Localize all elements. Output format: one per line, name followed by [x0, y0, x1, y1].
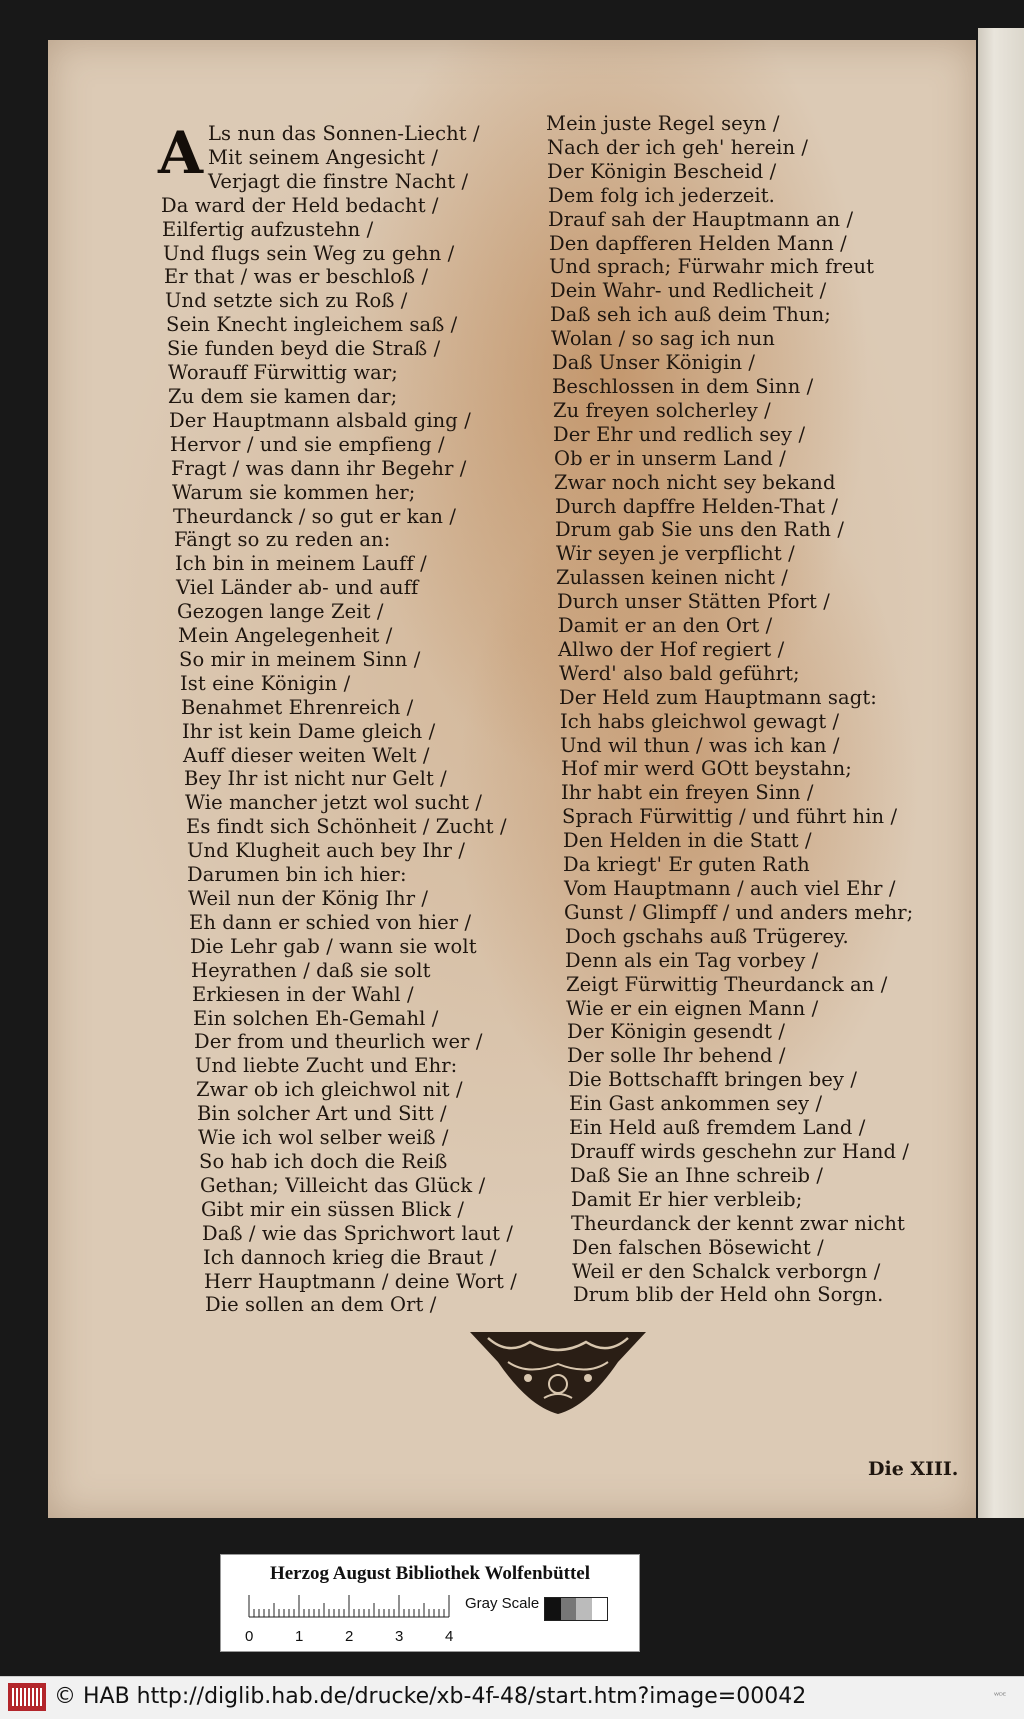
verse-line: Zulassen keinen nicht / — [556, 566, 788, 590]
ruler-number: 4 — [445, 1628, 454, 1645]
verse-line: Er that / was er beschloß / — [164, 265, 429, 289]
verse-line: So mir in meinem Sinn / — [179, 647, 421, 671]
verse-line: Und liebte Zucht und Ehr: — [195, 1054, 458, 1078]
verse-line: Zwar ob ich gleichwol nit / — [196, 1078, 463, 1102]
verse-line: Die Lehr gab / wann sie wolt — [190, 934, 477, 958]
verse-line: Sein Knecht ingleichem saß / — [166, 313, 458, 337]
verse-line: Auff dieser weiten Welt / — [183, 743, 430, 767]
verse-line: Der Hauptmann alsbald ging / — [169, 408, 471, 432]
verse-line: Allwo der Hof regiert / — [558, 637, 785, 661]
verse-line: Mein Angelegenheit / — [178, 624, 393, 648]
copyright-url[interactable]: © HAB http://diglib.hab.de/drucke/xb-4f-48/start.htm?image=00042 — [54, 1684, 807, 1709]
verse-line: Benahmet Ehrenreich / — [181, 695, 414, 719]
color-calibration-card — [220, 1554, 640, 1652]
verse-line: Zwar noch nicht sey bekand — [554, 470, 836, 494]
verse-line: Verjagt die finstre Nacht / — [208, 169, 469, 193]
verse-line: Ein solchen Eh-Gemahl / — [193, 1006, 439, 1030]
verse-line: Dein Wahr- und Redlicheit / — [550, 279, 827, 303]
verse-line: Bin solcher Art und Sitt / — [197, 1102, 447, 1126]
verse-line: Viel Länder ab- und auff — [176, 576, 419, 600]
verse-line: Da ward der Held bedacht / — [161, 193, 439, 217]
verse-line: Eilfertig aufzustehn / — [162, 217, 374, 241]
verse-line: Wie ich wol selber weiß / — [198, 1126, 449, 1150]
verse-line: Werd' also bald geführt; — [559, 661, 800, 685]
verse-line: Da kriegt' Er guten Rath — [563, 853, 810, 877]
verse-line: Gezogen lange Zeit / — [177, 600, 384, 624]
verse-line: Ls nun das Sonnen-Liecht / — [208, 122, 480, 145]
verse-line: Der Königin gesendt / — [567, 1020, 786, 1044]
verse-line: Vom Hauptmann / auch viel Ehr / — [564, 877, 896, 900]
verse-line: Durch unser Stätten Pfort / — [557, 590, 830, 614]
verse-line: Gunst / Glimpff / und anders mehr; — [564, 900, 914, 924]
verse-line: Damit er an den Ort / — [558, 614, 773, 638]
verse-line: Zu dem sie kamen dar; — [168, 384, 398, 408]
verse-line: Hof mir werd GOtt beystahn; — [561, 757, 852, 781]
footer-bar — [0, 1676, 1024, 1719]
verse-line: Der from und theurlich wer / — [194, 1030, 483, 1054]
verse-line: Herr Hauptmann / deine Wort / — [204, 1269, 517, 1293]
verse-line: Drum blib der Held ohn Sorgn. — [573, 1283, 884, 1307]
gray-step — [545, 1598, 561, 1620]
verse-line: Ist eine Königin / — [180, 671, 351, 695]
ruler-number: 0 — [245, 1628, 254, 1645]
verse-line: Dem folg ich jederzeit. — [548, 183, 775, 207]
verse-line: Der solle Ihr behend / — [567, 1044, 786, 1068]
verse-line: Der Königin Bescheid / — [547, 159, 777, 183]
verse-line: Worauff Fürwittig war; — [168, 361, 398, 385]
dropcap-initial: A — [158, 119, 204, 187]
verse-line: Daß Unser Königin / — [552, 351, 756, 375]
verse-line: Damit Er hier verbleib; — [571, 1187, 803, 1211]
hab-logo-icon — [8, 1683, 46, 1711]
verse-line: Mein juste Regel seyn / — [546, 112, 780, 135]
next-page-edge — [978, 28, 1024, 1518]
footer-mark: ᵂᴰᴱ — [994, 1691, 1007, 1700]
verse-line: Theurdanck / so gut er kan / — [173, 504, 457, 528]
verse-line: Und wil thun / was ich kan / — [560, 733, 840, 757]
verse-line: Und sprach; Fürwahr mich freut — [549, 255, 875, 279]
verse-line: Drauf sah der Hauptmann an / — [548, 207, 854, 231]
verse-line: Zu freyen solcherley / — [553, 398, 771, 422]
verse-line: Die Bottschafft bringen bey / — [568, 1068, 858, 1092]
verse-line: Zeigt Fürwittig Theurdanck an / — [566, 972, 888, 996]
verse-line: Darumen bin ich hier: — [187, 863, 407, 887]
ornament-vignette — [468, 1328, 648, 1418]
card-title: Herzog August Bibliothek Wolfenbüttel — [269, 1563, 591, 1584]
verse-line: Daß seh ich auß deim Thun; — [550, 303, 831, 327]
verse-line: Den falschen Bösewicht / — [572, 1235, 824, 1259]
verse-line: Nach der ich geh' herein / — [547, 135, 809, 159]
verse-line: Hervor / und sie empfieng / — [170, 432, 445, 456]
verse-line: Weil nun der König Ihr / — [188, 887, 429, 910]
verse-line: Denn als ein Tag vorbey / — [565, 948, 819, 972]
verse-line: Ein Gast ankommen sey / — [569, 1092, 823, 1116]
verse-line: Ich bin in meinem Lauff / — [175, 552, 427, 576]
verse-line: Ihr habt ein freyen Sinn / — [561, 781, 814, 805]
verse-line: Mit seinem Angesicht / — [208, 145, 439, 169]
gray-scale-label: Gray Scale — [465, 1595, 540, 1612]
verse-line: Eh dann er schied von hier / — [189, 910, 472, 934]
verse-line: Und flugs sein Weg zu gehn / — [163, 241, 455, 265]
verse-line: Warum sie kommen her; — [172, 480, 416, 504]
ruler-number: 3 — [395, 1628, 404, 1645]
ruler-number: 1 — [295, 1628, 304, 1645]
verse-line: Sprach Fürwittig / und führt hin / — [562, 805, 898, 829]
verse-line: Wir seyen je verpflicht / — [556, 542, 795, 566]
verse-line: Theurdanck der kennt zwar nicht — [571, 1211, 905, 1235]
verse-line: Wolan / so sag ich nun — [551, 327, 775, 351]
verse-line: Die sollen an dem Ort / — [205, 1293, 437, 1317]
verse-line: Durch dapffre Helden-That / — [555, 494, 839, 518]
gray-step — [592, 1598, 608, 1620]
verse-line: Fragt / was dann ihr Begehr / — [171, 456, 467, 480]
verse-line: Ob er in unserm Land / — [554, 446, 786, 470]
scale-ruler — [245, 1595, 499, 1647]
verse-line: Sie funden beyd die Straß / — [167, 337, 441, 361]
gray-step — [576, 1598, 592, 1620]
verse-line: Der Ehr und redlich sey / — [553, 422, 806, 446]
verse-line: Doch gschahs auß Trügerey. — [565, 924, 849, 948]
verse-line: Ich habs gleichwol gewagt / — [560, 709, 840, 733]
gray-step — [561, 1598, 577, 1620]
verse-line: Weil er den Schalck verborgn / — [572, 1259, 881, 1283]
gray-scale-bar — [544, 1597, 608, 1621]
verse-line: Wie er ein eignen Mann / — [566, 996, 819, 1020]
verse-line: Daß / wie das Sprichwort laut / — [202, 1221, 514, 1245]
book-page — [48, 40, 976, 1518]
verse-line: Ich dannoch krieg die Braut / — [203, 1245, 497, 1269]
verse-line: Den Helden in die Statt / — [563, 829, 812, 853]
verse-line: Wie mancher jetzt wol sucht / — [185, 791, 483, 815]
ruler-number: 2 — [345, 1628, 354, 1645]
verse-line: Heyrathen / daß sie solt — [191, 958, 431, 982]
verse-line: So hab ich doch die Reiß — [199, 1149, 448, 1173]
verse-line: Ein Held auß fremdem Land / — [569, 1116, 866, 1140]
verse-line: Drum gab Sie uns den Rath / — [555, 518, 845, 542]
verse-line: Und setzte sich zu Roß / — [165, 289, 408, 313]
verse-line: Beschlossen in dem Sinn / — [552, 374, 814, 398]
verse-line: Ihr ist kein Dame gleich / — [182, 719, 436, 743]
verse-line: Erkiesen in der Wahl / — [192, 982, 414, 1006]
verse-line: Drauff wirds geschehn zur Hand / — [570, 1139, 910, 1163]
verse-line: Fängt so zu reden an: — [174, 528, 391, 552]
verse-line: Den dapfferen Helden Mann / — [549, 231, 847, 255]
catchword: Die XIII. — [868, 1458, 959, 1480]
verse-line: Es findt sich Schönheit / Zucht / — [186, 815, 507, 839]
text-column-left — [158, 119, 538, 1317]
verse-line: Bey Ihr ist nicht nur Gelt / — [184, 767, 447, 791]
text-column-right — [546, 112, 966, 1307]
verse-line: Der Held zum Hauptmann sagt: — [559, 685, 877, 709]
verse-line: Und Klugheit auch bey Ihr / — [187, 839, 466, 863]
verse-line: Gethan; Villeicht das Glück / — [200, 1173, 486, 1197]
verse-line: Daß Sie an Ihne schreib / — [570, 1163, 824, 1187]
verse-line: Gibt mir ein süssen Blick / — [201, 1197, 464, 1221]
